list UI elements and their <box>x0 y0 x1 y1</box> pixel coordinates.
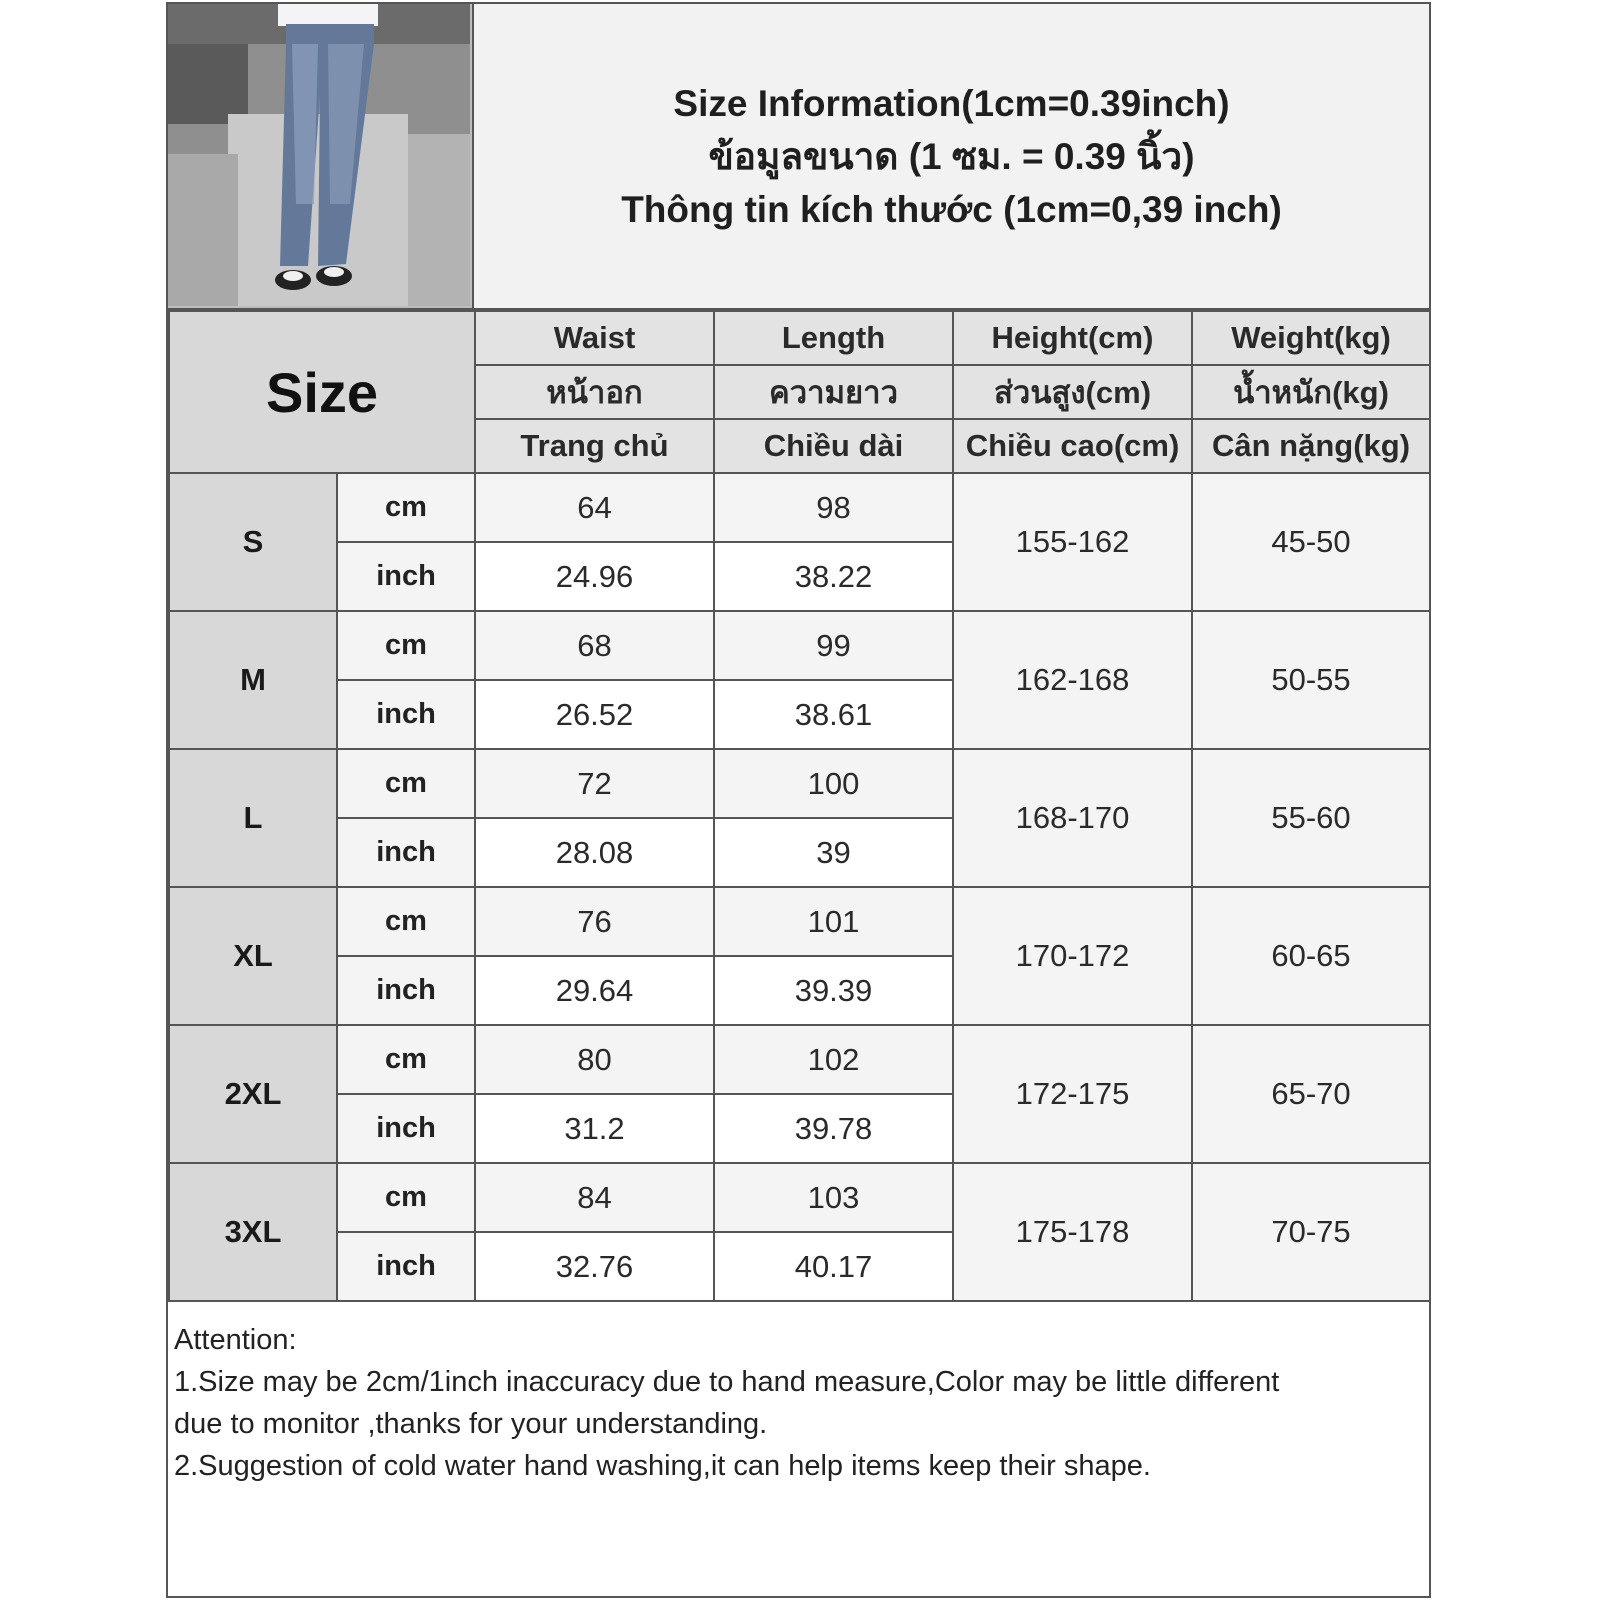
unit-cm: cm <box>337 1025 475 1094</box>
waist-cm: 68 <box>475 611 714 680</box>
size-label: 3XL <box>169 1163 337 1301</box>
unit-inch: inch <box>337 542 475 611</box>
header-length-vi: Chiều dài <box>714 419 953 473</box>
waist-inch: 32.76 <box>475 1232 714 1301</box>
weight-range: 50-55 <box>1192 611 1430 749</box>
waist-inch: 31.2 <box>475 1094 714 1163</box>
size-header: Size <box>169 311 475 473</box>
waist-cm: 64 <box>475 473 714 542</box>
size-chart-sheet <box>166 2 1431 1598</box>
size-label: 2XL <box>169 1025 337 1163</box>
waist-cm: 72 <box>475 749 714 818</box>
length-cm: 103 <box>714 1163 953 1232</box>
waist-inch: 26.52 <box>475 680 714 749</box>
unit-inch: inch <box>337 1094 475 1163</box>
height-range: 170-172 <box>953 887 1192 1025</box>
header-height-th: ส่วนสูง(cm) <box>953 365 1192 419</box>
weight-range: 65-70 <box>1192 1025 1430 1163</box>
unit-cm: cm <box>337 749 475 818</box>
length-cm: 100 <box>714 749 953 818</box>
height-range: 175-178 <box>953 1163 1192 1301</box>
header-weight-th: น้ำหนัก(kg) <box>1192 365 1430 419</box>
unit-cm: cm <box>337 1163 475 1232</box>
notes-line-3: 2.Suggestion of cold water hand washing,it can help items keep their shape. <box>174 1450 1151 1482</box>
attention-notes <box>168 1315 1429 1491</box>
weight-range: 45-50 <box>1192 473 1430 611</box>
waist-cm: 76 <box>475 887 714 956</box>
header-height-vi: Chiều cao(cm) <box>953 419 1192 473</box>
length-inch: 40.17 <box>714 1232 953 1301</box>
weight-range: 60-65 <box>1192 887 1430 1025</box>
unit-cm: cm <box>337 611 475 680</box>
unit-inch: inch <box>337 956 475 1025</box>
header-weight-en: Weight(kg) <box>1192 311 1430 365</box>
title-vietnamese: Thông tin kích thước (1cm=0,39 inch) <box>621 188 1282 230</box>
waist-inch: 29.64 <box>475 956 714 1025</box>
size-table <box>168 310 1431 1302</box>
unit-cm: cm <box>337 887 475 956</box>
length-inch: 38.22 <box>714 542 953 611</box>
size-info-title <box>474 4 1429 310</box>
length-inch: 38.61 <box>714 680 953 749</box>
notes-line-2: due to monitor ,thanks for your understanding. <box>174 1408 768 1440</box>
size-label: L <box>169 749 337 887</box>
length-inch: 39.78 <box>714 1094 953 1163</box>
height-range: 155-162 <box>953 473 1192 611</box>
height-range: 172-175 <box>953 1025 1192 1163</box>
length-inch: 39.39 <box>714 956 953 1025</box>
notes-line-1: 1.Size may be 2cm/1inch inaccuracy due to hand measure,Color may be little different <box>174 1366 1280 1398</box>
size-label: S <box>169 473 337 611</box>
weight-range: 55-60 <box>1192 749 1430 887</box>
title-thai: ข้อมูลขนาด (1 ซม. = 0.39 นิ้ว) <box>708 135 1195 177</box>
unit-inch: inch <box>337 1232 475 1301</box>
product-photo <box>168 4 474 310</box>
unit-cm: cm <box>337 473 475 542</box>
height-range: 168-170 <box>953 749 1192 887</box>
waist-inch: 24.96 <box>475 542 714 611</box>
notes-heading: Attention: <box>174 1324 297 1356</box>
weight-range: 70-75 <box>1192 1163 1430 1301</box>
title-english: Size Information(1cm=0.39inch) <box>673 82 1230 124</box>
header-waist-vi: Trang chủ <box>475 419 714 473</box>
length-cm: 98 <box>714 473 953 542</box>
waist-inch: 28.08 <box>475 818 714 887</box>
height-range: 162-168 <box>953 611 1192 749</box>
header-length-th: ความยาว <box>714 365 953 419</box>
header-height-en: Height(cm) <box>953 311 1192 365</box>
unit-inch: inch <box>337 818 475 887</box>
waist-cm: 84 <box>475 1163 714 1232</box>
length-cm: 102 <box>714 1025 953 1094</box>
length-cm: 99 <box>714 611 953 680</box>
size-label: M <box>169 611 337 749</box>
waist-cm: 80 <box>475 1025 714 1094</box>
length-inch: 39 <box>714 818 953 887</box>
header-weight-vi: Cân nặng(kg) <box>1192 419 1430 473</box>
unit-inch: inch <box>337 680 475 749</box>
jeans-model-image <box>168 4 470 306</box>
header-length-en: Length <box>714 311 953 365</box>
header-waist-th: หน้าอก <box>475 365 714 419</box>
length-cm: 101 <box>714 887 953 956</box>
size-label: XL <box>169 887 337 1025</box>
header-waist-en: Waist <box>475 311 714 365</box>
